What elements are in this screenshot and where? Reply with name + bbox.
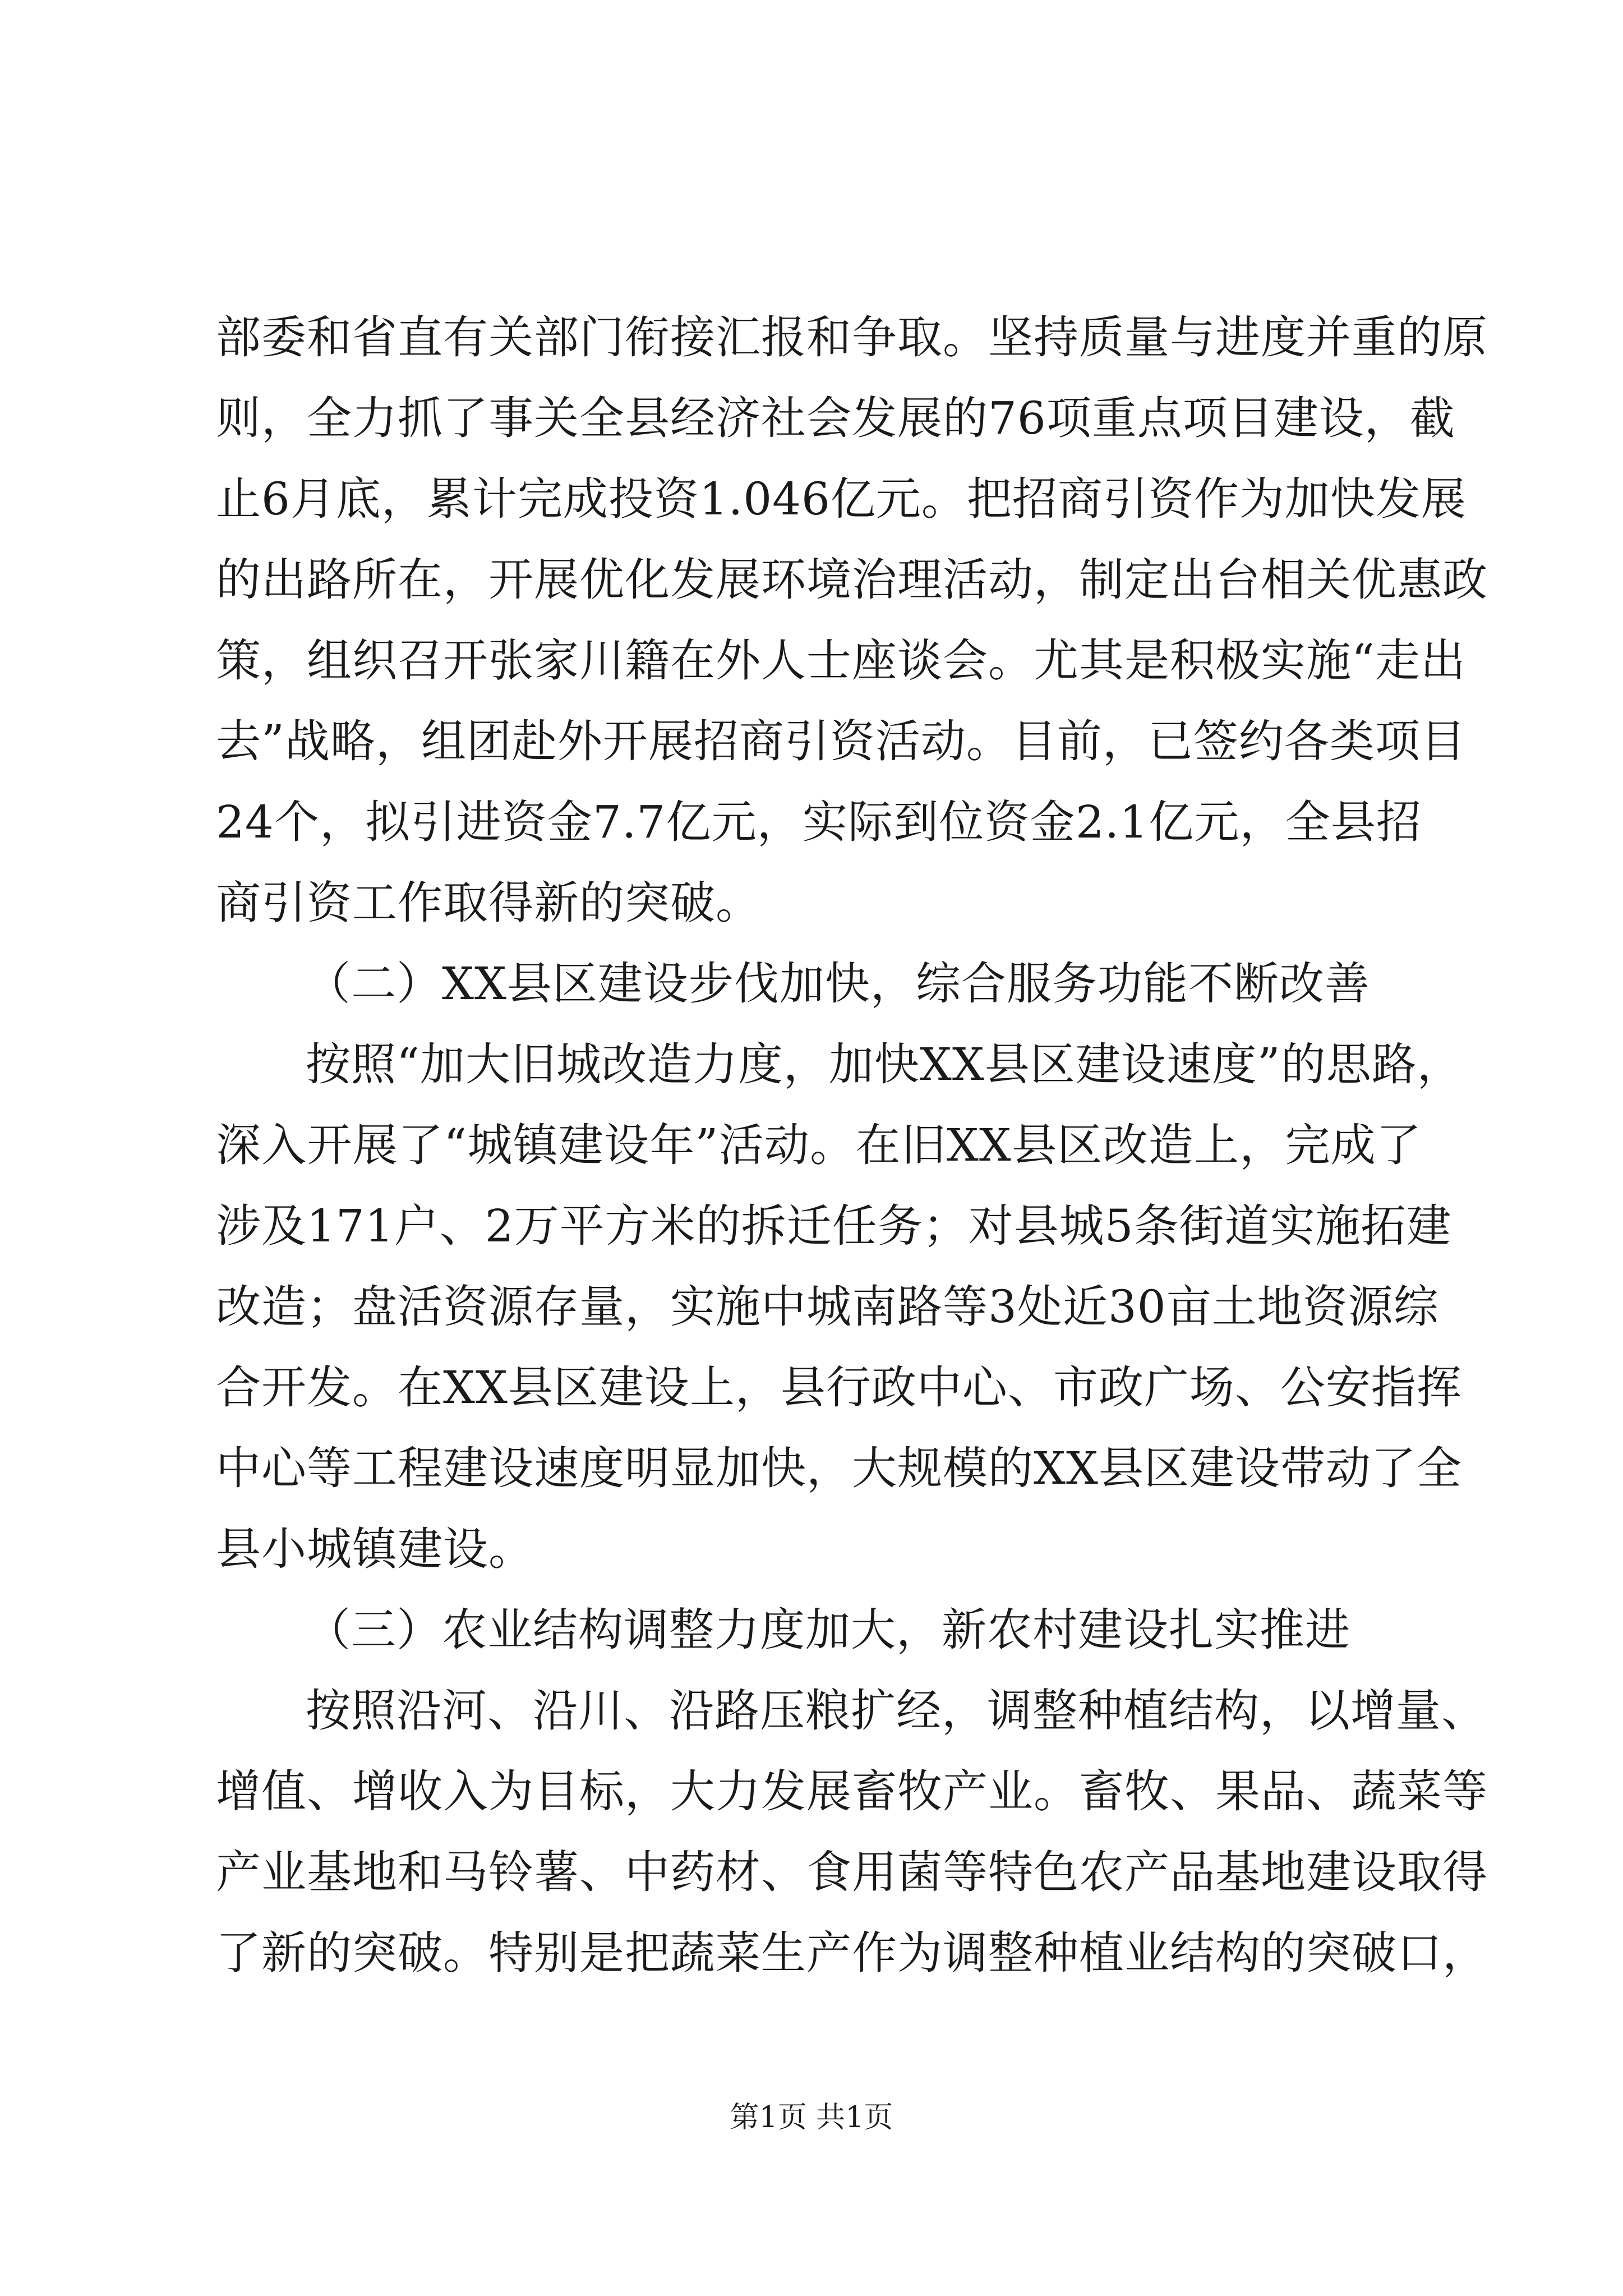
- text-line: 产业基地和马铃薯、中药材、食用菌等特色农产品基地建设取得: [216, 1846, 1488, 1898]
- section-heading-3: （三）农业结构调整力度加大，新农村建设扎实推进: [306, 1604, 1350, 1656]
- text-line: 改造；盘活资源存量，实施中城南路等3处近30亩土地资源综: [216, 1281, 1439, 1333]
- text-line: 增值、增收入为目标，大力发展畜牧产业。畜牧、果品、蔬菜等: [216, 1765, 1488, 1818]
- text-line: 涉及171户、2万平方米的拆迁任务；对县城5条街道实施拓建: [216, 1200, 1452, 1252]
- document-body: [216, 297, 1488, 1994]
- text-line: 县小城镇建设。: [216, 1523, 534, 1575]
- text-line: 合开发。在XX县区建设上，县行政中心、市政广场、公安指挥: [216, 1361, 1462, 1414]
- text-line: 止6月底，累计完成投资1.046亿元。把招商引资作为加快发展: [216, 473, 1467, 525]
- text-line: 中心等工程建设速度明显加快，大规模的XX县区建设带动了全: [216, 1442, 1462, 1494]
- text-line: 则，全力抓了事关全县经济社会发展的76项重点项目建设，截: [216, 392, 1455, 444]
- text-line: 策，组织召开张家川籍在外人士座谈会。尤其是积极实施“走出: [216, 634, 1466, 687]
- paragraph-3: [216, 1671, 1488, 1994]
- text-line: 商引资工作取得新的突破。: [216, 877, 761, 929]
- text-line: 的出路所在，开展优化发展环境治理活动，制定出台相关优惠政: [216, 554, 1488, 606]
- paragraph-1: [216, 297, 1488, 944]
- text-line: 了新的突破。特别是把蔬菜生产作为调整种植业结构的突破口，: [216, 1927, 1488, 1979]
- paragraph-2: [216, 1024, 1463, 1590]
- page-number-footer: 第1页 共1页: [730, 2101, 893, 2134]
- section-heading-2: （二）XX县区建设步伐加快，综合服务功能不断改善: [306, 958, 1370, 1010]
- text-line: 深入开展了“城镇建设年”活动。在旧XX县区改造上，完成了: [216, 1119, 1422, 1171]
- text-line: 按照“加大旧城改造力度，加快XX县区建设速度”的思路，: [306, 1038, 1463, 1091]
- text-line: 24个，拟引进资金7.7亿元，实际到位资金2.1亿元，全县招: [216, 796, 1422, 848]
- text-line: 部委和省直有关部门衔接汇报和争取。坚持质量与进度并重的原: [216, 311, 1488, 364]
- text-line: 按照沿河、沿川、沿路压粮扩经，调整种植结构，以增量、: [306, 1685, 1487, 1737]
- text-line: 去”战略，组团赴外开展招商引资活动。目前，已签约各类项目: [216, 715, 1466, 767]
